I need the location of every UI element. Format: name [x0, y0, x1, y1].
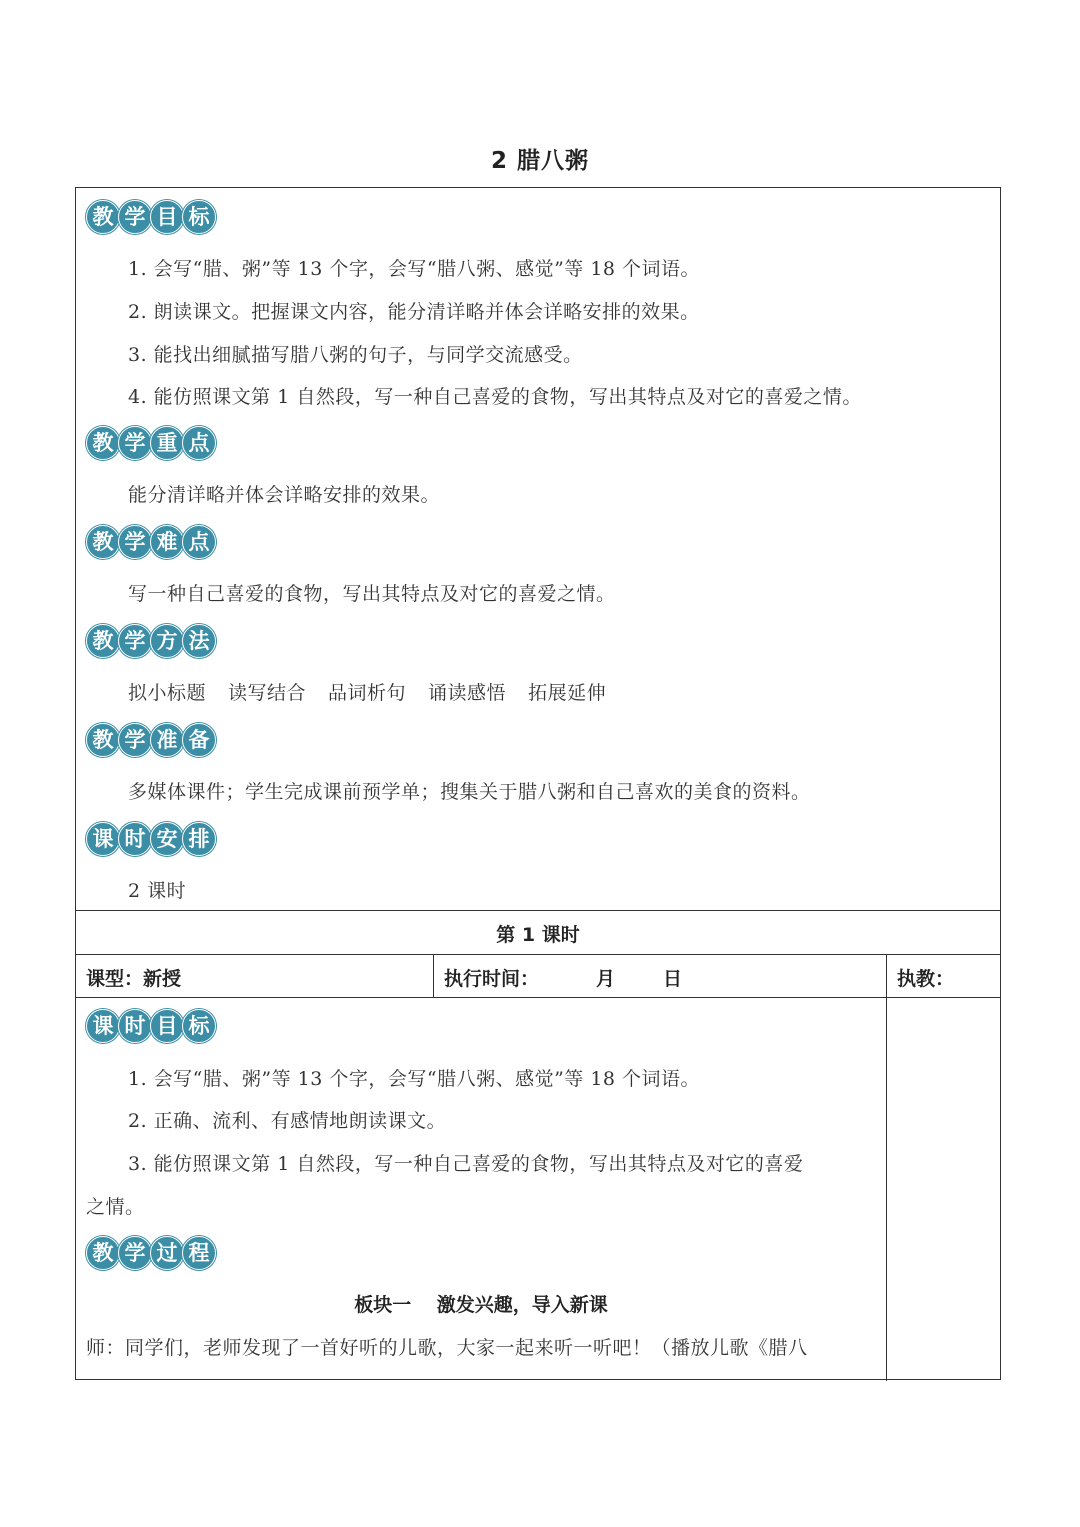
- difficulty-text: 写一种自己喜爱的食物，写出其特点及对它的喜爱之情。: [128, 583, 616, 605]
- method-item: 拓展延伸: [528, 682, 607, 704]
- lesson-goal-item: 之情。: [86, 1196, 145, 1218]
- badge-teaching-methods: 教 学 方 法: [86, 624, 214, 658]
- methods-list: [128, 678, 606, 705]
- goal-item: 2. 朗读课文。把握课文内容，能分清详略并体会详略安排的效果。: [128, 301, 700, 323]
- lesson-plan-table: [75, 187, 1001, 1380]
- page-title: 2 腊八粥: [490, 148, 589, 174]
- teacher-dialogue: 师：同学们，老师发现了一首好听的儿歌，大家一起来听一听吧！（播放儿歌《腊八: [86, 1337, 808, 1359]
- badge-lesson-goals: 课 时 目 标: [86, 1009, 214, 1043]
- block-title: 板块一 激发兴趣，导入新课: [354, 1294, 608, 1316]
- badge-teaching-difficulties: 教 学 难 点: [86, 525, 214, 559]
- column-divider: [886, 954, 887, 1381]
- badge-class-schedule: 课 时 安 排: [86, 822, 214, 856]
- goal-item: 4. 能仿照课文第 1 自然段，写一种自己喜爱的食物，写出其特点及对它的喜爱之情。: [128, 386, 862, 408]
- goal-item: 3. 能找出细腻描写腊八粥的句子，与同学交流感受。: [128, 344, 583, 366]
- method-item: 读写结合: [228, 682, 307, 704]
- badge-teaching-key-points: 教 学 重 点: [86, 426, 214, 460]
- lesson-type: 课型：新授: [86, 968, 182, 990]
- method-item: 拟小标题: [128, 682, 207, 704]
- badge-teaching-goals: 教 学 目 标: [86, 200, 214, 234]
- lesson-heading: 第 1 课时: [496, 924, 580, 946]
- day-label: 日: [663, 968, 683, 990]
- column-divider: [433, 954, 434, 997]
- badge-teaching-preparation: 教 学 准 备: [86, 723, 214, 757]
- schedule-text: 2 课时: [128, 880, 187, 902]
- row-divider: [76, 954, 1000, 955]
- month-label: 月: [596, 968, 616, 990]
- method-item: 品词析句: [328, 682, 407, 704]
- lesson-goal-item: 2. 正确、流利、有感情地朗读课文。: [128, 1110, 447, 1132]
- goal-item: 1. 会写“腊、粥”等 13 个字，会写“腊八粥、感觉”等 18 个词语。: [128, 258, 701, 280]
- lesson-goal-item: 3. 能仿照课文第 1 自然段，写一种自己喜爱的食物，写出其特点及对它的喜爱: [128, 1153, 804, 1175]
- teacher-label: 执教：: [897, 968, 955, 990]
- execution-time-label: 执行时间：: [444, 968, 540, 990]
- method-item: 诵读感悟: [428, 682, 507, 704]
- preparation-text: 多媒体课件；学生完成课前预学单；搜集关于腊八粥和自己喜欢的美食的资料。: [128, 781, 811, 803]
- key-point-text: 能分清详略并体会详略安排的效果。: [128, 484, 441, 506]
- row-divider: [76, 910, 1000, 911]
- row-divider: [76, 997, 1000, 998]
- badge-teaching-process: 教 学 过 程: [86, 1236, 214, 1270]
- lesson-goal-item: 1. 会写“腊、粥”等 13 个字，会写“腊八粥、感觉”等 18 个词语。: [128, 1068, 701, 1090]
